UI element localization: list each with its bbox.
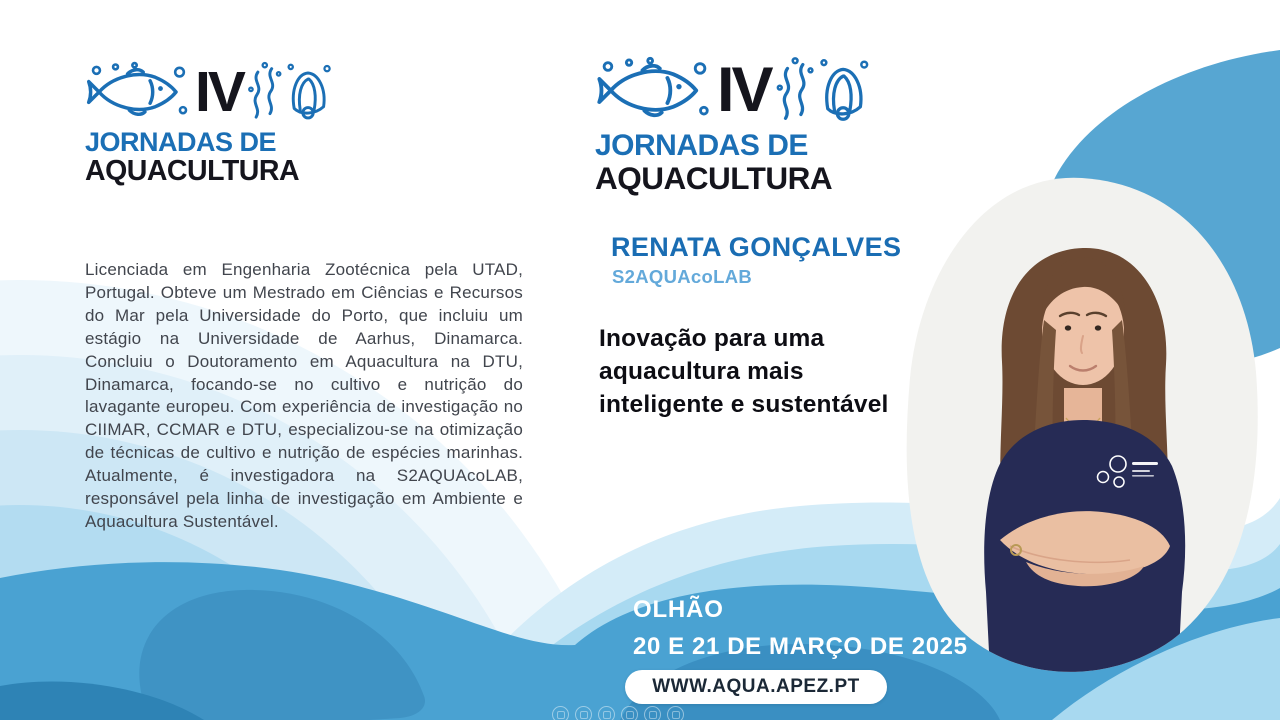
social-icon-6[interactable] <box>667 706 684 720</box>
website-url: WWW.AQUA.APEZ.PT <box>652 676 860 697</box>
fish-icon <box>595 55 713 126</box>
speaker-name: RENATA GONÇALVES <box>611 232 902 262</box>
social-icon-3[interactable] <box>598 706 615 720</box>
event-dates: 20 E 21 DE MARÇO DE 2025 <box>633 633 968 660</box>
seaweed-shell-icon <box>245 60 333 124</box>
logo-numeral: IV <box>717 55 771 125</box>
talk-title-line2: aquacultura mais <box>599 358 804 385</box>
event-location: OLHÃO <box>633 596 724 623</box>
speaker-affiliation: S2AQUAcoLAB <box>612 266 753 287</box>
logo-line1: JORNADAS DE <box>595 129 808 162</box>
social-icon-4[interactable] <box>621 706 638 720</box>
social-icons-row <box>552 706 684 720</box>
talk-title-line3: inteligente e sustentável <box>599 391 889 418</box>
speaker-bio: Licenciada em Engenharia Zootécnica pela UTAD, Portugal. Obteve um Mestrado em Ciências e Recursos do Mar pela Universidade do Porto, que incluiu um estágio na Universidade de Aarhus, Dinamarca. Concluiu o Doutoramento em Aquacultura na DTU, Dinamarca, focando-se no cultivo e nutrição do lavagante europeu. Com experiência de investigação no CIIMAR, CCMAR e DTU, especializou-se na otimização de técnicas de cultivo e nutrição de espécies marinhas. Atualmente, é investigadora na S2AQUAcoLAB, responsável pela linha de investigação em Ambiente e Aquacultura Sustentável. <box>85 260 523 531</box>
event-logo-left <box>85 60 333 186</box>
logo-numeral: IV <box>195 59 243 124</box>
event-logo-right <box>595 55 871 195</box>
logo-line1: JORNADAS DE <box>85 127 277 157</box>
seaweed-shell-icon <box>773 55 871 126</box>
social-icon-2[interactable] <box>575 706 592 720</box>
social-icon-5[interactable] <box>644 706 661 720</box>
social-icon-1[interactable] <box>552 706 569 720</box>
fish-icon <box>85 60 191 124</box>
logo-line2: AQUACULTURA <box>85 154 300 187</box>
talk-title <box>599 322 889 421</box>
speaker-photo <box>984 248 1185 672</box>
logo-line2: AQUACULTURA <box>595 159 833 196</box>
website-pill[interactable] <box>625 670 887 704</box>
talk-title-line1: Inovação para uma <box>599 325 825 352</box>
